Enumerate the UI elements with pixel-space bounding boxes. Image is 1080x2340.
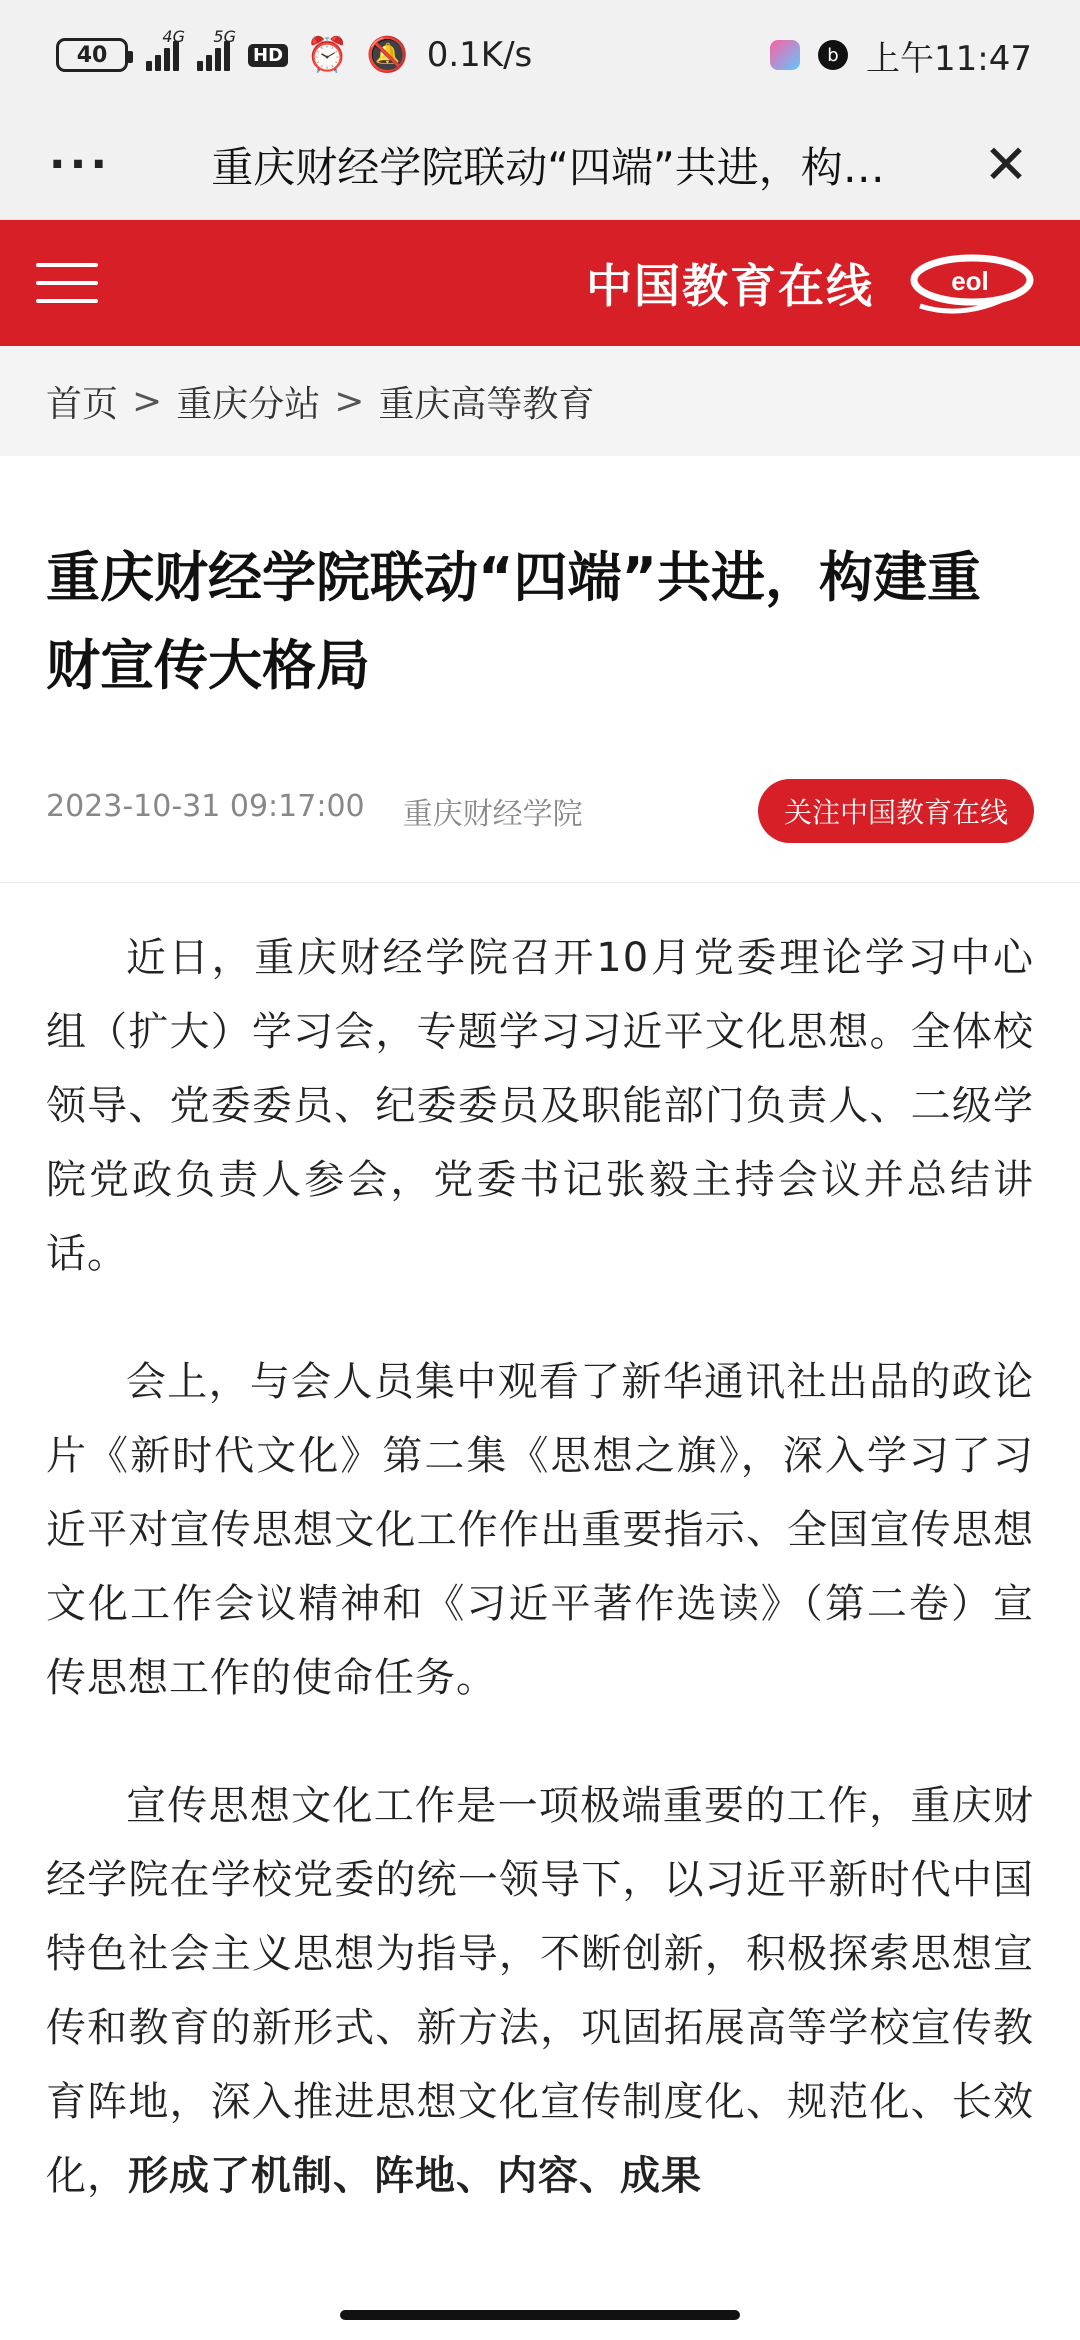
logo-text: eol xyxy=(951,266,989,296)
status-time: 上午11:47 xyxy=(866,38,1032,79)
paragraph-bold-text: 形成了机制、阵地、内容、成果 xyxy=(128,2153,702,2199)
battery-icon xyxy=(56,38,128,72)
mute-icon: 🔕 xyxy=(366,35,409,75)
site-name: 中国教育在线 xyxy=(586,259,874,313)
hamburger-menu-icon[interactable] xyxy=(36,263,98,303)
signal-tag-4g: 4G xyxy=(162,27,185,46)
signal-tag-5g: 5G xyxy=(213,27,236,46)
breadcrumb-separator: > xyxy=(334,380,365,422)
breadcrumb-category[interactable]: 重庆高等教育 xyxy=(378,383,595,425)
article-paragraph xyxy=(46,1769,1034,2213)
article-meta xyxy=(0,710,1080,852)
paragraph-text: 宣传思想文化工作是一项极端重要的工作，重庆财经学院在学校党委的统一领导下，以习近平新时代中国特色社会主义思想为指导，不断创新，积极探索思想宣传和教育的新形式、新方法，巩固拓展高等学校宣传教育阵地，深入推进思想文化宣传制度化、规范化、长效化， xyxy=(46,1783,1034,2199)
home-indicator[interactable] xyxy=(340,2310,740,2320)
app-b-icon: b xyxy=(818,40,848,70)
follow-button[interactable]: 关注中国教育在线 xyxy=(758,779,1034,843)
site-header xyxy=(0,220,1080,346)
signal-4g-icon xyxy=(146,27,185,71)
article-date: 2023-10-31 09:17:00 xyxy=(46,789,365,824)
status-bar xyxy=(0,0,1080,110)
hd-badge: HD xyxy=(248,44,288,67)
breadcrumb-home[interactable]: 首页 xyxy=(46,383,119,425)
article-title: 重庆财经学院联动“四端”共进，构建重财宣传大格局 xyxy=(46,546,981,697)
status-left xyxy=(56,27,533,75)
more-options-icon[interactable]: ··· xyxy=(48,139,112,190)
signal-5g-icon xyxy=(197,27,236,71)
article-source: 重庆财经学院 xyxy=(402,797,583,832)
article-paragraph: 近日，重庆财经学院召开10月党委理论学习中心组（扩大）学习会，专题学习习近平文化思想。全体校领导、党委委员、纪委委员及职能部门负责人、二级学院党政负责人参会，党委书记张毅主持会议并总结讲话。 xyxy=(46,935,1034,1277)
battery-level: 40 xyxy=(76,42,108,68)
browser-bar xyxy=(0,110,1080,220)
breadcrumb-branch[interactable]: 重庆分站 xyxy=(176,383,321,425)
app-notification-icon xyxy=(770,40,800,70)
breadcrumb xyxy=(0,346,1080,456)
net-speed: 0.1K/s xyxy=(426,35,533,75)
site-logo[interactable] xyxy=(586,248,1040,318)
alarm-icon: ⏰ xyxy=(306,35,349,75)
browser-title: 重庆财经学院联动“四端”共进，构… xyxy=(211,142,885,192)
meta-info xyxy=(46,789,583,833)
breadcrumb-separator: > xyxy=(132,380,163,422)
status-right xyxy=(770,31,1032,80)
article-body xyxy=(0,883,1080,2213)
eol-logo-icon xyxy=(900,248,1040,318)
close-icon[interactable]: ✕ xyxy=(983,132,1029,196)
article-paragraph: 会上，与会人员集中观看了新华通讯社出品的政论片《新时代文化》第二集《思想之旗》，深入学习了习近平对宣传思想文化工作作出重要指示、全国宣传思想文化工作会议精神和《习近平著作选读》（第二卷）宣传思想工作的使命任务。 xyxy=(46,1359,1034,1701)
